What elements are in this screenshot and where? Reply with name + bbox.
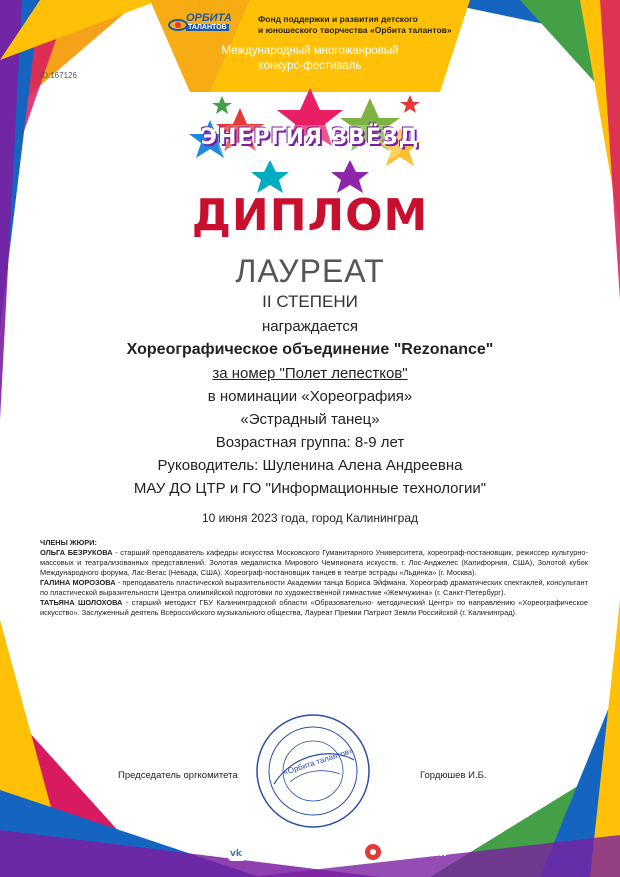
- org-line-1: Фонд поддержки и развития детского: [258, 14, 418, 24]
- institution: МАУ ДО ЦТР и ГО "Информационные технологии": [133, 480, 487, 497]
- orbit-icon: [168, 12, 188, 38]
- vk-link[interactable]: vk.com/bkfest_ru: [250, 845, 341, 859]
- org-line-2: и юношеского творчества «Орбита талантов»: [258, 25, 452, 35]
- org-name: [258, 14, 478, 36]
- jury-member-name: ОЛЬГА БЕЗРУКОВА: [40, 548, 113, 557]
- jury-member-name: ГАЛИНА МОРОЗОВА: [40, 578, 116, 587]
- svg-text:vk: vk: [230, 849, 242, 859]
- jury-member: [40, 548, 588, 578]
- chair-name: Гордюшев И.Б.: [420, 770, 487, 781]
- festival-line-1: Международный многожанровый: [221, 45, 399, 57]
- jury-member: [40, 578, 588, 598]
- jury-member-bio: - старший методист ГБУ Калининградской области «Образовательно- методический Центр» по направлению «Хореографическое искусство». Заслуженный деятель Всероссийского музыкального общества, Лауреат Премии Патриот Земли Российской (г. Калининград).: [40, 598, 588, 617]
- chair-label: Председатель оргкомитета: [118, 770, 238, 781]
- stamp-center-text: «Орбита талантов»: [282, 745, 355, 778]
- jury-member-bio: - преподаватель пластической выразительности Академии танца Бориса Эйфмана. Хореограф драматических спектаклей, консультант по пластической выразительности Центра олимпийской подготовки по художественной гимнастике «Жемчужина» (г. Санкт-Петербург).: [40, 578, 589, 597]
- leader: Руководитель: Шуленина Алена Андреевна: [157, 457, 463, 474]
- orbita-icon: [364, 843, 382, 861]
- jury-member: [40, 598, 588, 618]
- logo-name: ОРБИТА: [186, 12, 232, 24]
- nomination: в номинации «Хореография»: [207, 388, 413, 405]
- participant-name: Хореографическое объединение "Rezonance": [126, 341, 494, 358]
- jury-section: [40, 538, 588, 618]
- festival-logo-text: ЭНЕРГИЯ ЗВЁЗД: [200, 125, 420, 150]
- rank-title: ЛАУРЕАТ: [235, 253, 385, 289]
- performance-title: за номер "Полет лепестков": [212, 365, 408, 382]
- jury-member-name: ТАТЬЯНА ШОЛОХОВА: [40, 598, 123, 607]
- festival-line-2: конкурс-фестиваль: [258, 60, 362, 72]
- rank-degree: II СТЕПЕНИ: [262, 292, 358, 311]
- age-group: Возрастная группа: 8-9 лет: [215, 434, 405, 451]
- awarded-label: награждается: [261, 318, 359, 335]
- site-link[interactable]: orbitafest.tv: [386, 845, 449, 859]
- date-place: 10 июня 2023 года, город Калининград: [202, 511, 418, 525]
- jury-member-bio: - старший преподаватель кафедры искусства Московского Гуманитарного Университета, хореограф-постановщик, режиссер культурно-массовых и театрализованных представлений. Золотая медалистка Мирового Чемпионата искусств, г. Лос-Анджелес (Калифорния, США), Золотой кубок Международного форума, Лас-Вегас (Невада, США). Хореограф-постановщик танцев в театре эстрады «Льдинка» (г. Москва).: [40, 548, 588, 577]
- vk-icon: [228, 843, 246, 861]
- logo-sub: ТАЛАНТОВ: [188, 24, 227, 31]
- organization-stamp: [254, 712, 372, 830]
- jury-heading: ЧЛЕНЫ ЖЮРИ:: [40, 538, 97, 547]
- diploma-id: ID:167126: [40, 71, 77, 80]
- genre: «Эстрадный танец»: [240, 411, 380, 428]
- diploma-title: ДИПЛОМ: [191, 190, 429, 241]
